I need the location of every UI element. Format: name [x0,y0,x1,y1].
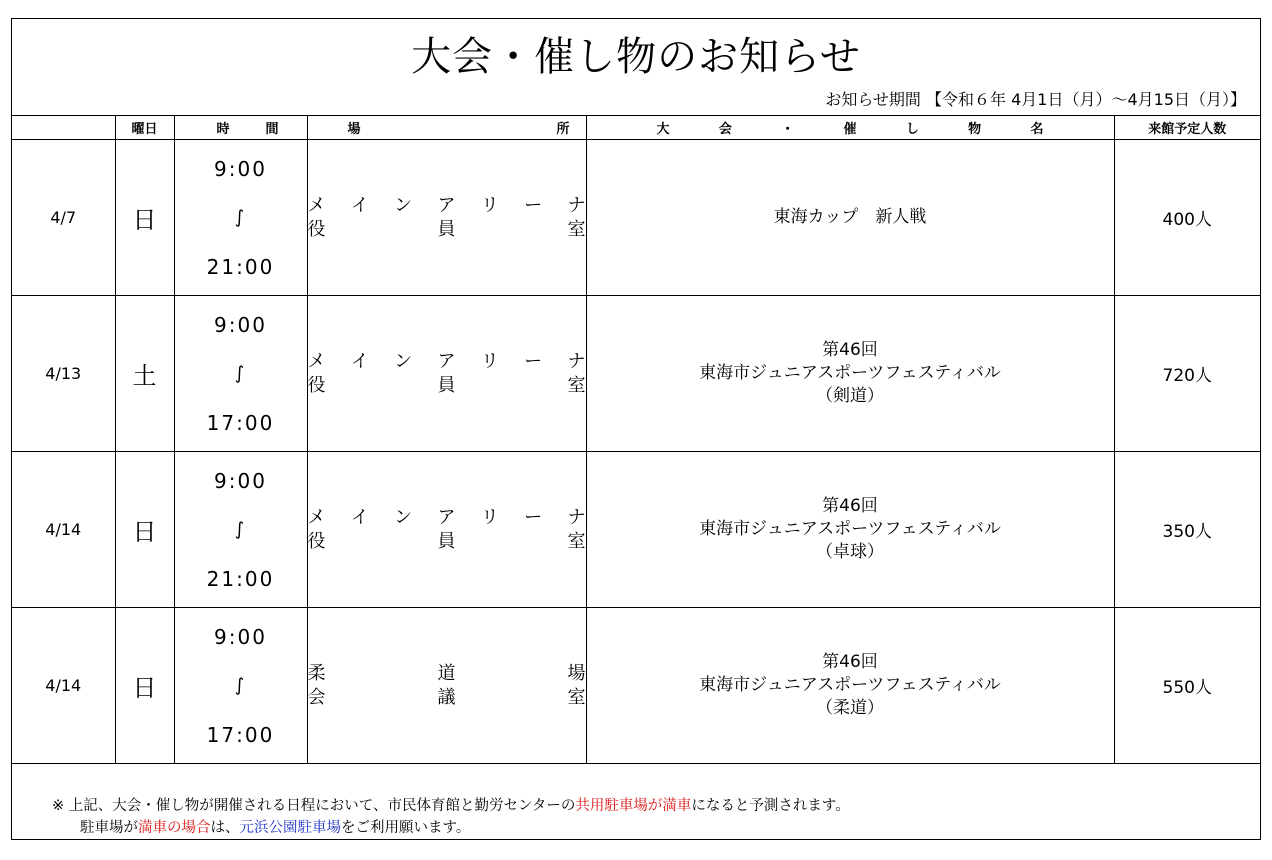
venue-char: 室 [567,218,586,240]
venue-line [308,686,586,710]
venue-char: 議 [437,686,456,708]
venue-char: ア [437,194,456,216]
page-title: 大会・催し物のお知らせ [411,34,861,80]
date-cell: 4/14 [12,608,115,764]
header-event-char: 物 [968,122,982,137]
header-event-char: 会 [718,122,732,137]
note-segment: 共用駐車場が満車 [575,798,692,814]
header-time [174,116,307,140]
time-cell [174,608,307,764]
venue-char: メ [307,350,326,372]
table-row [12,452,1260,608]
header-event-char: ・ [781,122,795,137]
venue-char: ン [394,194,413,216]
note-line-2 [52,817,850,839]
venue-char: 室 [567,530,586,552]
venue-line [308,662,586,686]
venue-char: ー [524,194,543,216]
venue-char: ナ [567,506,586,528]
schedule-table [12,115,1260,764]
event-line: 東海カップ 新人戦 [773,207,927,227]
end-time: 21:00 [206,566,275,591]
time-separator: ∫ [234,363,247,384]
venue-char: イ [350,194,369,216]
venue-char: 役 [307,530,326,552]
time-separator: ∫ [234,675,247,696]
header-time-char: 時 [216,122,230,137]
event-line: 東海市ジュニアスポーツフェスティバル [699,519,1001,539]
header-venue [307,116,586,140]
venue-char: 柔 [307,662,326,684]
date-cell: 4/13 [12,296,115,452]
venue-char: 場 [567,662,586,684]
venue-cell [307,608,586,764]
venue-char: ー [524,350,543,372]
venue-char: 員 [437,218,456,240]
note-segment: になると予測されます。 [691,798,850,814]
venue-char: 役 [307,374,326,396]
event-line: 東海市ジュニアスポーツフェスティバル [699,363,1001,383]
venue-char: ー [524,506,543,528]
date-cell: 4/7 [12,140,115,296]
notice-frame [11,18,1261,840]
venue-char: リ [480,506,499,528]
time-range [175,157,307,279]
event-line: 第46回 [822,652,878,672]
note-line-1 [52,795,850,817]
venue-char: リ [480,194,499,216]
note-segment: は、 [210,820,240,836]
table-header-row [12,116,1260,140]
event-line: （卓球） [816,542,884,562]
time-separator: ∫ [234,519,247,540]
time-range [175,469,307,591]
venue-char: メ [307,194,326,216]
venue-char: 室 [567,374,586,396]
time-cell [174,452,307,608]
venue-cell [307,452,586,608]
time-range [175,313,307,435]
note-segment: 駐車場が [80,820,138,836]
end-time: 17:00 [206,722,275,747]
venue-char: ン [394,506,413,528]
header-count: 来館予定人数 [1114,116,1260,140]
header-event [586,116,1114,140]
count-cell: 350人 [1114,452,1260,608]
table-row [12,608,1260,764]
header-event-char: 大 [656,122,670,137]
dow-cell: 日 [115,452,174,608]
time-cell [174,296,307,452]
venue-char: 道 [437,662,456,684]
venue-char: ナ [567,350,586,372]
dow-cell: 日 [115,608,174,764]
start-time: 9:00 [214,312,267,337]
venue-line [308,506,586,530]
end-time: 21:00 [206,254,275,279]
time-separator: ∫ [234,207,247,228]
venue-line [308,374,586,398]
event-line: 東海市ジュニアスポーツフェスティバル [699,675,1001,695]
header-dow: 曜日 [115,116,174,140]
venue-line [308,350,586,374]
venue-line [308,194,586,218]
venue-char: ナ [567,194,586,216]
count-cell: 400人 [1114,140,1260,296]
count-cell: 720人 [1114,296,1260,452]
header-event-char: し [905,122,919,137]
event-line: 第46回 [822,340,878,360]
start-time: 9:00 [214,156,267,181]
header-venue-char: 所 [556,122,570,137]
venue-char: 員 [437,530,456,552]
note-segment: 満車の場合 [138,820,211,836]
event-cell [586,140,1114,296]
header-event-char: 名 [1030,122,1044,137]
event-cell [586,296,1114,452]
venue-char: メ [307,506,326,528]
count-cell: 550人 [1114,608,1260,764]
parking-notes [52,795,850,839]
venue-char: イ [350,506,369,528]
start-time: 9:00 [214,624,267,649]
venue-cell [307,140,586,296]
venue-line [308,218,586,242]
header-venue-char: 場 [347,122,361,137]
venue-char: イ [350,350,369,372]
event-cell [586,608,1114,764]
end-time: 17:00 [206,410,275,435]
header-time-char: 間 [265,122,279,137]
venue-char: ン [394,350,413,372]
venue-char: 室 [567,686,586,708]
venue-char: 役 [307,218,326,240]
time-cell [174,140,307,296]
event-line: 第46回 [822,496,878,516]
venue-char: ア [437,506,456,528]
note-segment: をご利用願います。 [341,820,471,836]
event-line: （柔道） [816,698,884,718]
notice-period: お知らせ期間 【令和６年 4月1日（月）～4月15日（月）】 [825,90,1246,109]
note-segment: ※ 上記、大会・催し物が開催される日程において、市民体育館と勤労センターの [52,798,576,814]
venue-char: 会 [307,686,326,708]
start-time: 9:00 [214,468,267,493]
venue-cell [307,296,586,452]
date-cell: 4/14 [12,452,115,608]
dow-cell: 土 [115,296,174,452]
note-segment: 元浜公園駐車場 [239,820,341,836]
header-event-char: 催 [843,122,857,137]
venue-line [308,530,586,554]
time-range [175,625,307,747]
venue-char: リ [480,350,499,372]
header-date [12,116,115,140]
venue-char: 員 [437,374,456,396]
table-row [12,296,1260,452]
event-line: （剣道） [816,386,884,406]
venue-char: ア [437,350,456,372]
dow-cell: 日 [115,140,174,296]
event-cell [586,452,1114,608]
table-row [12,140,1260,296]
